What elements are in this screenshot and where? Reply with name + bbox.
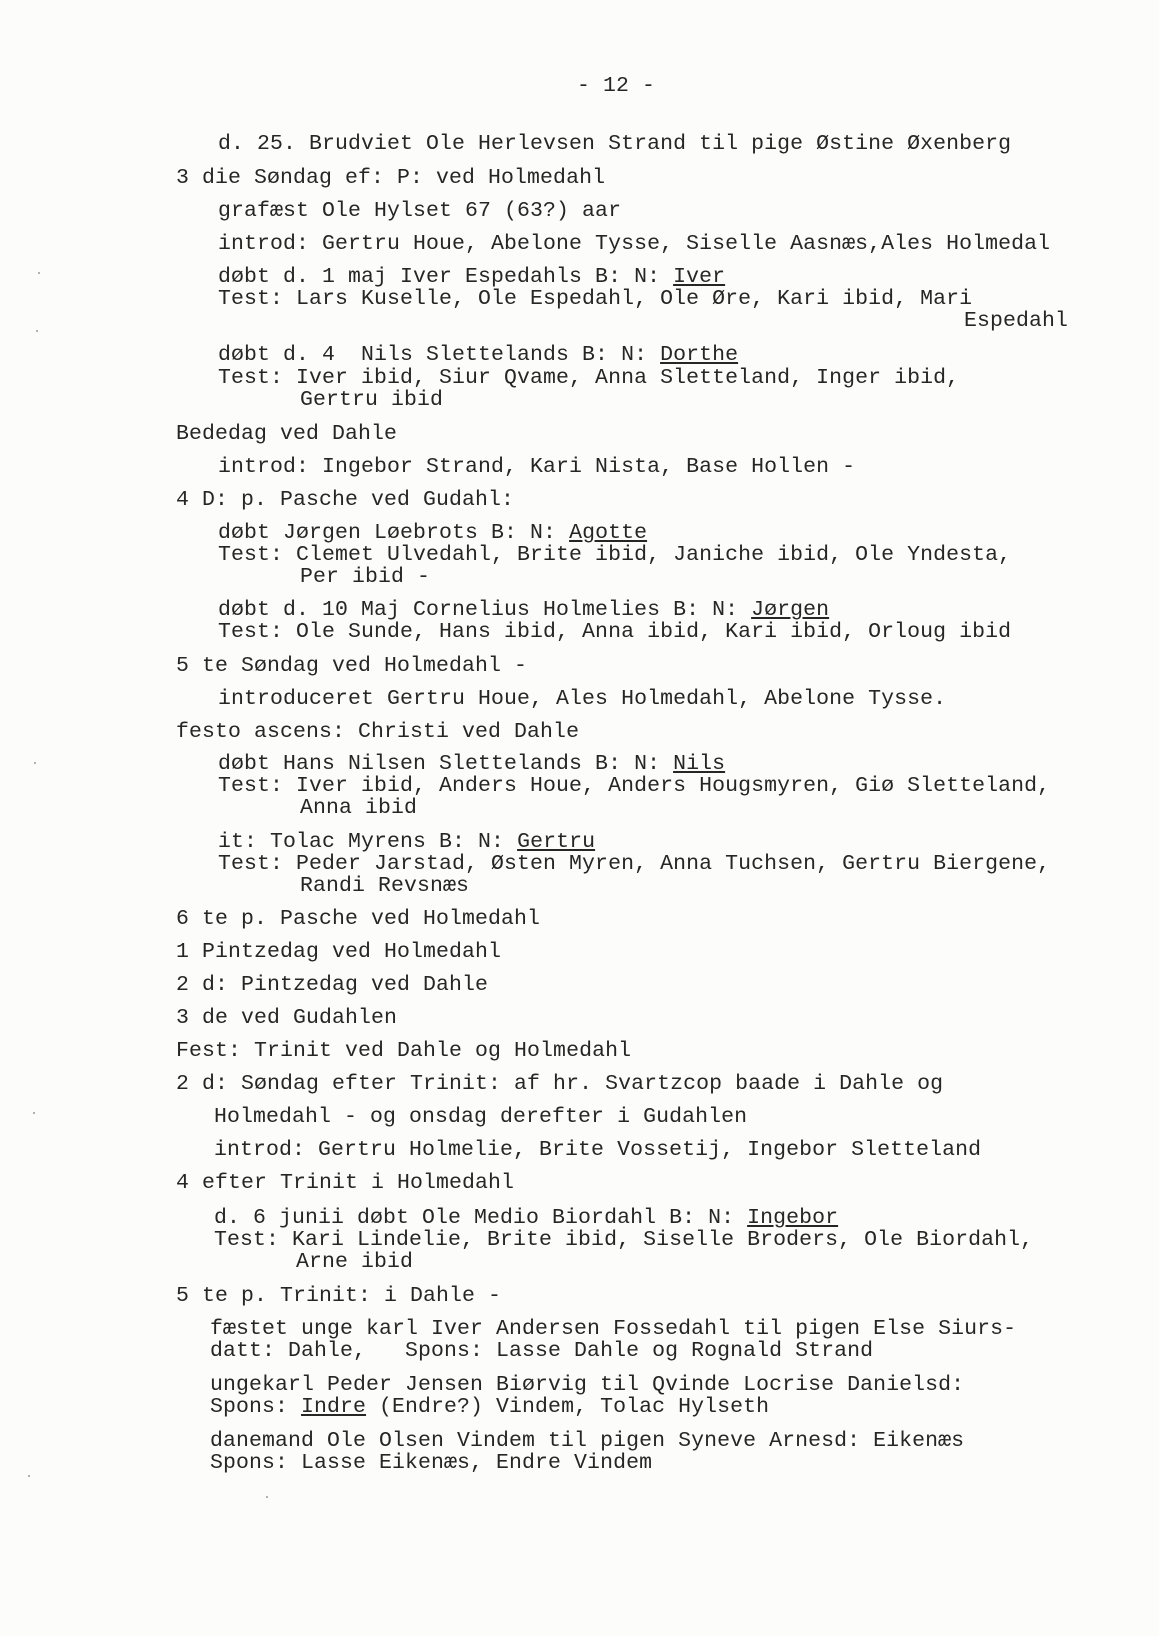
sunday-heading: Fest: Trinit ved Dahle og Holmedahl — [176, 1039, 632, 1063]
sunday-heading: 5 te p. Trinit: i Dahle - — [176, 1284, 502, 1308]
baptism-text: døbt Jørgen Løebrots B: N: — [218, 521, 570, 545]
witness-line: Per ibid - — [300, 565, 431, 589]
paper-speck — [36, 330, 38, 332]
paper-speck — [266, 1496, 268, 1498]
sunday-heading: Bededag ved Dahle — [176, 422, 398, 446]
baptism-line — [218, 344, 738, 366]
child-name: Dorthe — [660, 343, 739, 367]
sunday-heading: 2 d: Pintzedag ved Dahle — [176, 973, 489, 997]
entry-line: introd: Ingebor Strand, Kari Nista, Base Hollen - — [218, 455, 856, 479]
baptism-line — [218, 266, 725, 288]
witness-line: Espedahl — [964, 309, 1069, 333]
paper-speck — [34, 762, 36, 764]
witness-line: Arne ibid — [296, 1250, 414, 1274]
paper-speck — [38, 272, 40, 274]
sunday-heading: 1 Pintzedag ved Holmedahl — [176, 940, 502, 964]
sunday-heading: festo ascens: Christi ved Dahle — [176, 720, 580, 744]
sponsor-rest: (Endre?) Vindem, Tolac Hylseth — [366, 1395, 770, 1419]
sunday-heading: 4 efter Trinit i Holmedahl — [176, 1171, 515, 1195]
entry-line: grafæst Ole Hylset 67 (63?) aar — [218, 199, 622, 223]
entry-line: introd: Gertru Houe, Abelone Tysse, Siselle Aasnæs,Ales Holmedal — [218, 232, 1051, 256]
sponsor-line: Spons: Lasse Eikenæs, Endre Vindem — [210, 1451, 653, 1475]
betrothal-line: ungekarl Peder Jensen Biørvig til Qvinde Locrise Danielsd: — [210, 1373, 965, 1397]
entry-line: d. 25. Brudviet Ole Herlevsen Strand til pige Østine Øxenberg — [218, 132, 1012, 156]
sunday-heading: 5 te Søndag ved Holmedahl - — [176, 654, 528, 678]
sunday-heading: 3 die Søndag ef: P: ved Holmedahl — [176, 166, 606, 190]
betrothal-line: datt: Dahle, Spons: Lasse Dahle og Rognald Strand — [210, 1339, 874, 1363]
baptism-text: d. 6 junii døbt Ole Medio Biordahl B: N: — [214, 1206, 748, 1230]
sunday-heading: 2 d: Søndag efter Trinit: af hr. Svartzcop baade i Dahle og — [176, 1072, 944, 1096]
entry-line: introd: Gertru Holmelie, Brite Vossetij, Ingebor Sletteland — [214, 1138, 982, 1162]
child-name: Nils — [673, 752, 726, 776]
entry-line: introduceret Gertru Houe, Ales Holmedahl, Abelone Tysse. — [218, 687, 947, 711]
witness-line: Test: Iver ibid, Siur Qvame, Anna Sletteland, Inger ibid, — [218, 366, 960, 390]
child-name: Ingebor — [747, 1206, 839, 1230]
sponsor-line — [210, 1396, 769, 1418]
baptism-line — [218, 831, 595, 853]
page-number: - 12 - — [577, 74, 656, 98]
witness-line: Test: Clemet Ulvedahl, Brite ibid, Janiche ibid, Ole Yndesta, — [218, 543, 1012, 567]
child-name: Agotte — [569, 521, 648, 545]
sunday-heading: 6 te p. Pasche ved Holmedahl — [176, 907, 541, 931]
baptism-text: døbt d. 4 Nils Slettelands B: N: — [218, 343, 661, 367]
witness-line: Gertru ibid — [300, 388, 444, 412]
witness-line: Test: Iver ibid, Anders Houe, Anders Hougsmyren, Giø Sletteland, — [218, 774, 1051, 798]
sunday-heading: 3 de ved Gudahlen — [176, 1006, 398, 1030]
betrothal-line: fæstet unge karl Iver Andersen Fossedahl til pigen Else Siurs- — [210, 1317, 1017, 1341]
baptism-line — [218, 522, 647, 544]
baptism-line — [214, 1207, 838, 1229]
child-name: Iver — [673, 265, 726, 289]
entry-line: Holmedahl - og onsdag derefter i Gudahlen — [214, 1105, 748, 1129]
baptism-text: døbt d. 1 maj Iver Espedahls B: N: — [218, 265, 674, 289]
sunday-heading: 4 D: p. Pasche ved Gudahl: — [176, 488, 515, 512]
sponsor-name: Indre — [301, 1395, 367, 1419]
witness-line: Anna ibid — [300, 796, 418, 820]
sponsor-label: Spons: — [210, 1395, 302, 1419]
baptism-line — [218, 599, 829, 621]
witness-line: Test: Ole Sunde, Hans ibid, Anna ibid, Kari ibid, Orloug ibid — [218, 620, 1012, 644]
baptism-line — [218, 753, 725, 775]
witness-line: Test: Kari Lindelie, Brite ibid, Siselle Broders, Ole Biordahl, — [214, 1228, 1034, 1252]
baptism-text: it: Tolac Myrens B: N: — [218, 830, 518, 854]
witness-line: Test: Peder Jarstad, Østen Myren, Anna Tuchsen, Gertru Biergene, — [218, 852, 1051, 876]
witness-line: Randi Revsnæs — [300, 874, 470, 898]
betrothal-line: danemand Ole Olsen Vindem til pigen Syneve Arnesd: Eikenæs — [210, 1429, 965, 1453]
child-name: Gertru — [517, 830, 596, 854]
witness-line: Test: Lars Kuselle, Ole Espedahl, Ole Øre, Kari ibid, Mari — [218, 287, 973, 311]
baptism-text: døbt Hans Nilsen Slettelands B: N: — [218, 752, 674, 776]
paper-speck — [33, 1112, 35, 1114]
child-name: Jørgen — [751, 598, 830, 622]
paper-speck — [28, 1475, 30, 1477]
baptism-text: døbt d. 10 Maj Cornelius Holmelies B: N: — [218, 598, 752, 622]
